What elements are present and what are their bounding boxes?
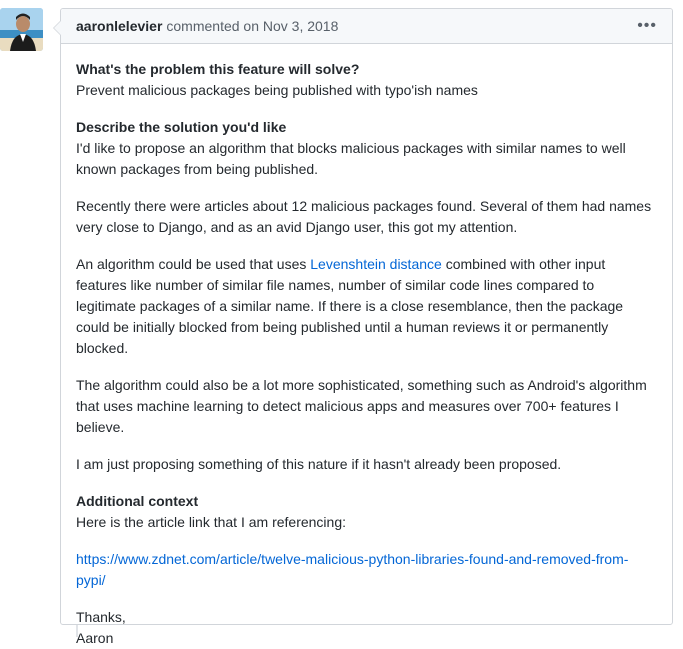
comment-timestamp[interactable]: commented on Nov 3, 2018 <box>166 18 339 34</box>
kebab-horizontal-icon[interactable]: ••• <box>637 17 657 34</box>
levenshtein-link[interactable]: Levenshtein distance <box>310 256 442 272</box>
signature <box>76 607 657 649</box>
solution-heading: Describe the solution you'd like <box>76 119 287 135</box>
comment-pointer-fill <box>54 21 61 35</box>
context-heading: Additional context <box>76 493 199 509</box>
signature-thanks: Thanks, <box>76 609 126 625</box>
algorithm-text-start: An algorithm could be used that uses <box>76 256 311 272</box>
recent-articles-paragraph: Recently there were articles about 12 malicious packages found. Several of them had names very close to Django, and as an avid Django user, this got my attention. <box>76 198 652 235</box>
avatar[interactable] <box>0 8 43 51</box>
signature-name: Aaron <box>76 630 114 646</box>
issue-comment <box>60 8 673 646</box>
algorithm-paragraph <box>76 254 657 359</box>
problem-heading: What's the problem this feature will solve? <box>76 61 360 77</box>
solution-text: I'd like to propose an algorithm that blocks malicious packages with similar names to well known packages from being published. <box>76 140 626 177</box>
avatar-image <box>0 8 43 51</box>
comment-header <box>61 9 672 44</box>
android-paragraph: The algorithm could also be a lot more sophisticated, something such as Android's algorithm that uses machine learning to detect malicious apps and measures over 700+ features I believe. <box>76 377 647 435</box>
article-link[interactable]: https://www.zdnet.com/article/twelve-malicious-python-libraries-found-and-removed-from-pypi/ <box>76 551 629 588</box>
article-link-paragraph <box>76 549 657 591</box>
context-text: Here is the article link that I am referencing: <box>76 514 347 530</box>
comment-body <box>61 44 672 649</box>
problem-text: Prevent malicious packages being published with typo'ish names <box>76 82 478 98</box>
proposing-paragraph: I am just proposing something of this nature if it hasn't already been proposed. <box>76 456 562 472</box>
algorithm-text-end: combined with other input features like number of similar file names, number of similar code lines compared to legitimate packages of a similar name. If there is a close resemblance, then the package could be initially blocked from being published until a human reviews it or permanently blocked. <box>76 256 624 356</box>
author-link[interactable]: aaronlelevier <box>76 18 163 34</box>
